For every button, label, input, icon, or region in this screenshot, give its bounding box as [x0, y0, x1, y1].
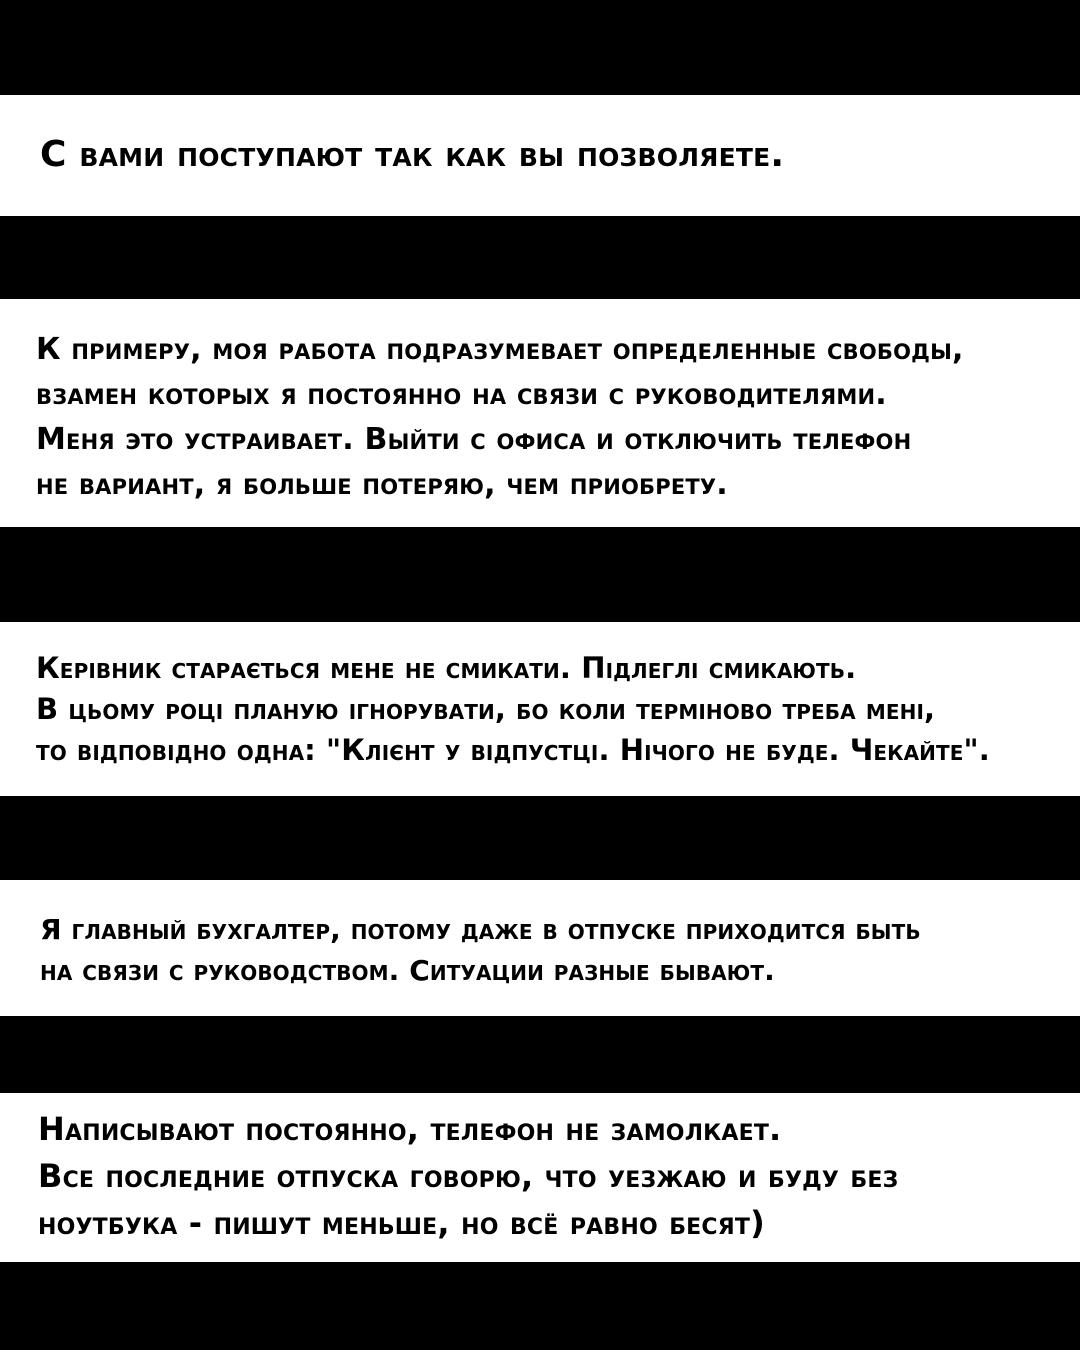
quote-text — [40, 909, 921, 991]
quote-band-4 — [0, 880, 1080, 1016]
quote-line: К примеру, моя работа подразумевает определенные свободы, — [36, 332, 964, 367]
quote-text — [38, 1106, 898, 1247]
quote-band-1 — [0, 95, 1080, 216]
quote-band-2 — [0, 299, 1080, 527]
quote-line: ноутбука - пишут меньше, но всё равно бесят) — [38, 1204, 765, 1242]
quote-line: на связи с руководством. Ситуации разные бывают. — [40, 954, 775, 987]
quote-line: то відповідно одна: "Клієнт у відпустці. Нічого не буде. Чекайте". — [36, 733, 990, 767]
quote-band-5 — [0, 1093, 1080, 1262]
quote-line: Меня это устраивает. Выйти с офиса и отключить телефон — [36, 422, 912, 457]
quote-line: взамен которых я постоянно на связи с руководителями. — [36, 377, 887, 412]
quote-line: Я главный бухгалтер, потому даже в отпуске приходится быть — [40, 913, 921, 946]
quote-line: Все последние отпуска говорю, что уезжаю и буду без — [38, 1157, 899, 1195]
quote-text — [36, 648, 990, 771]
quote-line: Написывают постоянно, телефон не замолкает. — [38, 1110, 782, 1148]
quote-line: не вариант, я больше потеряю, чем приобрету. — [36, 467, 728, 502]
quote-line: Керівник старається мене не смикати. Підлеглі смикають. — [36, 651, 857, 685]
quote-text — [36, 327, 964, 507]
quote-line: В цьому році планую ігнорувати, бо коли терміново треба мені, — [36, 692, 936, 726]
quote-band-3 — [0, 622, 1080, 796]
quote-line: С вами поступают так как вы позволяете. — [40, 134, 785, 175]
